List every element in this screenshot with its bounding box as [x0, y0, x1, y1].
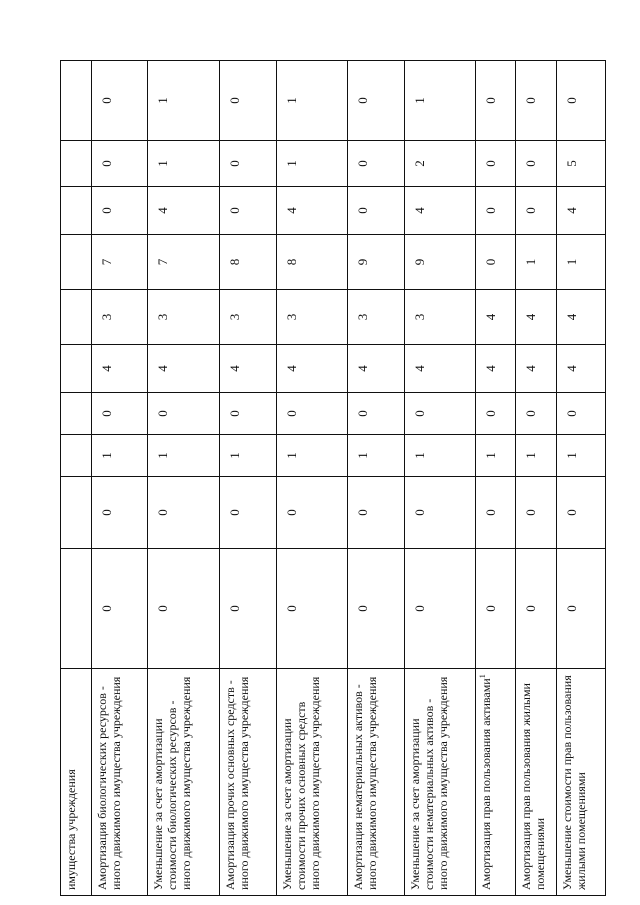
code-digit-cell: 0 [219, 477, 276, 549]
code-digit-cell: 0 [276, 477, 347, 549]
empty-cell [61, 435, 92, 477]
code-digit-cell: 4 [557, 345, 606, 393]
code-digit-cell: 0 [347, 141, 404, 187]
code-digit-cell: 0 [404, 393, 475, 435]
row-label-text: Амортизация биологических ресурсов - иного движимого имущества учреждения [94, 676, 123, 890]
code-digit-cell: 0 [475, 141, 516, 187]
table-row [219, 61, 276, 896]
code-digit-cell: 0 [219, 549, 276, 669]
code-digit-cell: 0 [219, 141, 276, 187]
row-label-cell [347, 669, 404, 896]
code-digit-cell: 4 [516, 345, 557, 393]
code-digit-cell: 1 [276, 435, 347, 477]
code-digit-cell: 4 [148, 187, 219, 235]
empty-cell [61, 61, 92, 141]
empty-cell [61, 290, 92, 345]
code-digit-cell: 0 [347, 61, 404, 141]
code-digit-cell: 0 [516, 393, 557, 435]
code-digit-cell: 0 [475, 393, 516, 435]
footnote-marker: 1 [477, 674, 487, 679]
code-digit-cell: 0 [91, 141, 148, 187]
code-digit-cell: 0 [516, 187, 557, 235]
code-digit-cell: 1 [148, 61, 219, 141]
code-digit-cell: 4 [347, 345, 404, 393]
code-digit-cell: 1 [475, 435, 516, 477]
table-row [404, 61, 475, 896]
table-row [91, 61, 148, 896]
code-digit-cell: 9 [347, 235, 404, 290]
code-digit-cell: 0 [404, 477, 475, 549]
code-digit-cell: 0 [475, 235, 516, 290]
row-label-cell [148, 669, 219, 896]
row-label-text: Уменьшение за счет амортизации стоимости биологических ресурсов - иного движимого имущества учреждения [151, 676, 194, 890]
code-digit-cell: 1 [347, 435, 404, 477]
empty-cell [61, 187, 92, 235]
code-digit-cell: 0 [276, 549, 347, 669]
code-digit-cell: 8 [219, 235, 276, 290]
code-digit-cell: 1 [404, 61, 475, 141]
row-label-text: Уменьшение стоимости прав пользования жилыми помещениями [560, 675, 589, 890]
code-digit-cell: 7 [148, 235, 219, 290]
code-digit-cell: 3 [91, 290, 148, 345]
code-digit-cell: 0 [91, 61, 148, 141]
table-row [347, 61, 404, 896]
code-digit-cell: 0 [516, 61, 557, 141]
code-digit-cell: 4 [516, 290, 557, 345]
code-digit-cell: 1 [516, 235, 557, 290]
code-digit-cell: 0 [516, 549, 557, 669]
code-digit-cell: 0 [148, 549, 219, 669]
code-digit-cell: 0 [475, 61, 516, 141]
row-label-text: Амортизация прав пользования жилыми помещениями [519, 683, 548, 890]
code-digit-cell: 4 [404, 345, 475, 393]
code-digit-cell: 7 [91, 235, 148, 290]
code-digit-cell: 1 [404, 435, 475, 477]
code-digit-cell: 4 [91, 345, 148, 393]
row-label-text: Амортизация нематериальных активов - иного движимого имущества учреждения [350, 676, 379, 890]
code-digit-cell: 1 [276, 61, 347, 141]
code-digit-cell: 0 [557, 61, 606, 141]
code-digit-cell: 0 [557, 549, 606, 669]
row-label-cell: имущества учреждения [61, 669, 92, 896]
code-digit-cell: 1 [276, 141, 347, 187]
table-body [61, 61, 606, 896]
code-digit-cell: 0 [91, 187, 148, 235]
code-digit-cell: 3 [219, 290, 276, 345]
row-label-cell [516, 669, 557, 896]
code-digit-cell: 4 [557, 290, 606, 345]
code-digit-cell: 0 [557, 393, 606, 435]
code-digit-cell: 1 [148, 435, 219, 477]
code-digit-cell: 0 [516, 477, 557, 549]
account-table [60, 60, 606, 896]
code-digit-cell: 5 [557, 141, 606, 187]
code-digit-cell: 4 [276, 345, 347, 393]
code-digit-cell: 0 [219, 61, 276, 141]
row-label-cell [276, 669, 347, 896]
row-label-text: Уменьшение за счет амортизации стоимости прочих основных средств иного движимого имущества учреждения [279, 676, 322, 890]
empty-cell [61, 235, 92, 290]
code-digit-cell: 0 [148, 393, 219, 435]
code-digit-cell: 1 [557, 435, 606, 477]
code-digit-cell: 4 [475, 345, 516, 393]
row-label-text: Амортизация прочих основных средств - иного движимого имущества учреждения [222, 676, 251, 890]
code-digit-cell: 1 [91, 435, 148, 477]
empty-cell [61, 393, 92, 435]
code-digit-cell: 2 [404, 141, 475, 187]
code-digit-cell: 3 [276, 290, 347, 345]
table-row-header [61, 61, 92, 896]
empty-cell [61, 477, 92, 549]
code-digit-cell: 0 [347, 187, 404, 235]
code-digit-cell: 0 [557, 477, 606, 549]
code-digit-cell: 4 [404, 187, 475, 235]
code-digit-cell: 0 [219, 393, 276, 435]
code-digit-cell: 0 [91, 549, 148, 669]
code-digit-cell: 0 [347, 393, 404, 435]
code-digit-cell: 0 [91, 393, 148, 435]
code-digit-cell: 3 [148, 290, 219, 345]
code-digit-cell: 0 [347, 549, 404, 669]
table-row [557, 61, 606, 896]
code-digit-cell: 1 [516, 435, 557, 477]
row-label-cell [557, 669, 606, 896]
row-label-cell [91, 669, 148, 896]
code-digit-cell: 9 [404, 235, 475, 290]
code-digit-cell: 3 [347, 290, 404, 345]
code-digit-cell: 0 [475, 549, 516, 669]
code-digit-cell: 0 [276, 393, 347, 435]
table-row [276, 61, 347, 896]
table-row [516, 61, 557, 896]
code-digit-cell: 0 [475, 187, 516, 235]
row-label-cell [219, 669, 276, 896]
code-digit-cell: 3 [404, 290, 475, 345]
code-digit-cell: 4 [276, 187, 347, 235]
code-digit-cell: 4 [475, 290, 516, 345]
code-digit-cell: 4 [557, 187, 606, 235]
table-row [475, 61, 516, 896]
code-digit-cell: 0 [91, 477, 148, 549]
row-label-cell [475, 669, 516, 896]
rotated-table-wrapper [60, 61, 606, 896]
code-digit-cell: 1 [148, 141, 219, 187]
code-digit-cell: 0 [148, 477, 219, 549]
code-digit-cell: 8 [276, 235, 347, 290]
empty-cell [61, 549, 92, 669]
code-digit-cell: 4 [219, 345, 276, 393]
row-label-text: Амортизация прав пользования активами [478, 678, 493, 890]
row-label-text: Уменьшение за счет амортизации стоимости нематериальных активов - иного движимого имущества учреждения [407, 676, 450, 890]
empty-cell [61, 141, 92, 187]
row-label-cell [404, 669, 475, 896]
code-digit-cell: 0 [516, 141, 557, 187]
code-digit-cell: 1 [557, 235, 606, 290]
code-digit-cell: 0 [347, 477, 404, 549]
code-digit-cell: 0 [404, 549, 475, 669]
code-digit-cell: 1 [219, 435, 276, 477]
code-digit-cell: 0 [219, 187, 276, 235]
empty-cell [61, 345, 92, 393]
code-digit-cell: 4 [148, 345, 219, 393]
table-row [148, 61, 219, 896]
code-digit-cell: 0 [475, 477, 516, 549]
